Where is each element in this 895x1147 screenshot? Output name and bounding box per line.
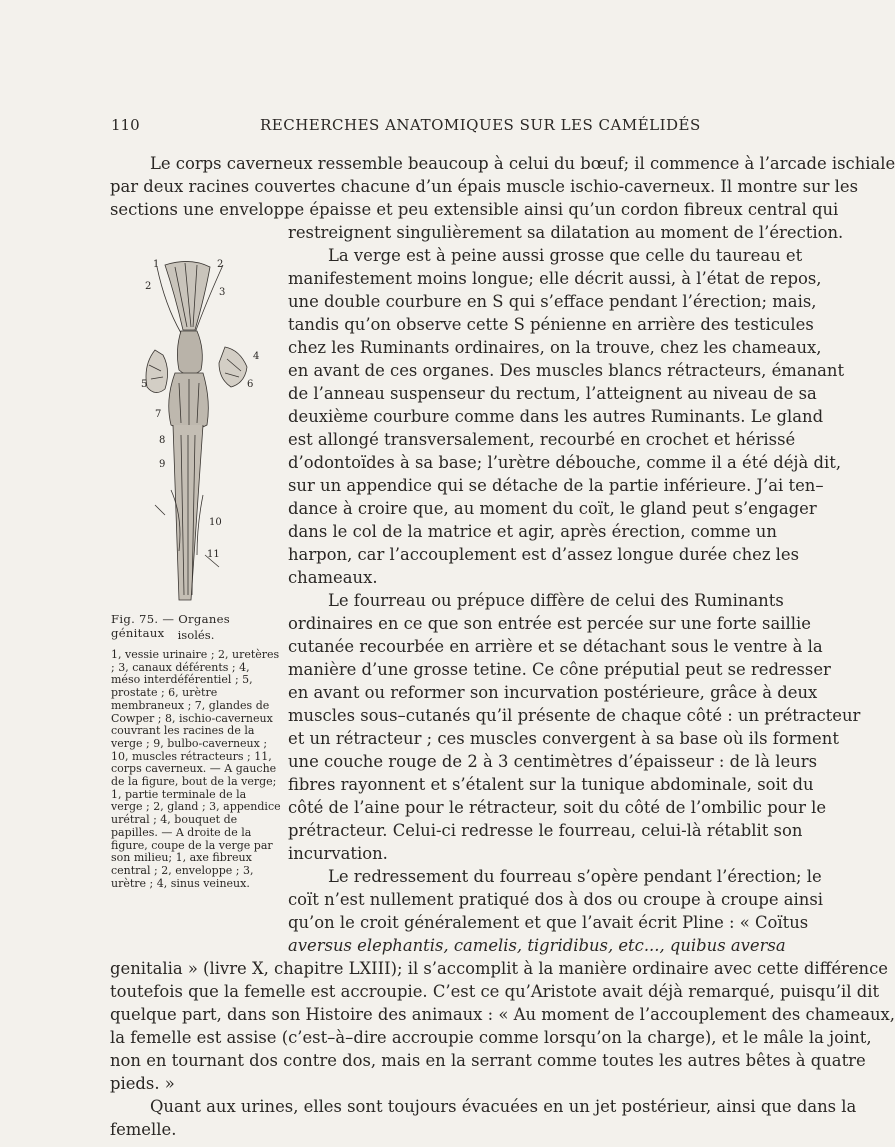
figure-label: 2: [145, 281, 152, 292]
text-line: deuxième courbure comme dans les autres Ruminants. Le gland: [288, 407, 824, 426]
text-line: tandis qu’on observe cette S pénienne en arrière des testicules: [288, 315, 814, 334]
text-line: manifestement moins longue; elle décrit aussi, à l’état de repos,: [288, 269, 822, 288]
text-line: harpon, car l’accouplement est d’assez longue durée chez les: [288, 545, 800, 564]
text-line: Quant aux urines, elles sont toujours évacuées en un jet postérieur, ainsi que dans la: [150, 1097, 857, 1116]
text-line: femelle.: [110, 1120, 177, 1139]
figure-label: 1: [153, 259, 160, 270]
figure-label: 8: [159, 435, 166, 446]
page-header: [111, 116, 711, 138]
text-line: cutanée recourbée en arrière et se détachant sous le ventre à la: [288, 637, 823, 656]
figure-label: 10: [209, 517, 222, 528]
figure-label: 9: [159, 459, 166, 470]
text-line: par deux racines couvertes chacune d’un épais muscle ischio-caverneux. Il montre sur les: [110, 177, 858, 196]
figure-label: 4: [253, 351, 260, 362]
text-line: dance à croire que, au moment du coït, le gland peut s’engager: [288, 499, 817, 518]
text-line: chez les Ruminants ordinaires, on la trouve, chez les chameaux,: [288, 338, 822, 357]
text-line: la femelle est assise (c’est–à–dire accroupie comme lorsqu’on la charge), et le mâle la joint,: [110, 1028, 872, 1047]
text-line: et un rétracteur ; ces muscles convergent à sa base où ils forment: [288, 729, 839, 748]
text-line: est allongé transversalement, recourbé en crochet et hérissé: [288, 430, 796, 449]
text-line: La verge est à peine aussi grosse que celle du taureau et: [328, 246, 803, 265]
figure-label: 5: [141, 379, 148, 390]
text-line: prétracteur. Celui-ci redresse le fourreau, celui-là rétablit son: [288, 821, 803, 840]
figure-label: 3: [219, 287, 226, 298]
text-line: Le fourreau ou prépuce diffère de celui des Ruminants: [328, 591, 784, 610]
text-line: dans le col de la matrice et agir, après érection, comme un: [288, 522, 777, 541]
text-line: chameaux.: [288, 568, 378, 587]
anatomical-figure: [135, 255, 290, 605]
text-line: Le corps caverneux ressemble beaucoup à celui du bœuf; il commence à l’arcade ischiale: [150, 154, 895, 173]
text-line: Le redressement du fourreau s’opère pendant l’érection; le: [328, 867, 822, 886]
running-title: RECHERCHES ANATOMIQUES SUR LES CAMÉLIDÉS: [260, 116, 701, 134]
text-line: ordinaires en ce que son entrée est percée sur une forte saillie: [288, 614, 811, 633]
figure-label: 6: [247, 379, 254, 390]
text-line: une double courbure en S qui s’efface pendant l’érection; mais,: [288, 292, 817, 311]
text-line: qu’on le croit généralement et que l’avait écrit Pline : « Coïtus: [288, 913, 809, 932]
figure-caption-title: Fig. 75. — Organes génitaux: [111, 612, 231, 640]
text-line: genitalia » (livre X, chapitre LXIII); il s’accomplit à la manière ordinaire avec cette différence: [110, 959, 888, 978]
text-line: sections une enveloppe épaisse et peu extensible ainsi qu’un cordon fibreux central qui: [110, 200, 839, 219]
text-line: toutefois que la femelle est accroupie. C’est ce qu’Aristote avait déjà remarqué, puisqu’il dit: [110, 982, 880, 1001]
text-line: côté de l’aine pour le rétracteur, soit du côté de l’ombilic pour le: [288, 798, 827, 817]
text-line: fibres rayonnent et s’étalent sur la tunique abdominale, soit du: [288, 775, 814, 794]
figure-caption-subtitle: isolés.: [177, 628, 215, 642]
figure-label: 11: [207, 549, 220, 560]
text-line: non en tournant dos contre dos, mais en la serrant comme toutes les autres bêtes à quatre: [110, 1051, 866, 1070]
text-line: en avant ou reformer son incurvation postérieure, grâce à deux: [288, 683, 818, 702]
page-number: 110: [111, 116, 140, 134]
text-line: muscles sous–cutanés qu’il présente de chaque côté : un prétracteur: [288, 706, 861, 725]
text-line: aversus elephantis, camelis, tigridibus, etc..., quibus aversa: [288, 936, 786, 955]
text-line: de l’anneau suspenseur du rectum, l’atteignent au niveau de sa: [288, 384, 817, 403]
text-line: restreignent singulièrement sa dilatation au moment de l’érection.: [288, 223, 844, 242]
figure-label: 7: [155, 409, 162, 420]
text-line: incurvation.: [288, 844, 388, 863]
text-line: pieds. »: [110, 1074, 175, 1093]
text-line: quelque part, dans son Histoire des animaux : « Au moment de l’accouplement des chameaux,: [110, 1005, 895, 1024]
figure-label: 2: [217, 259, 224, 270]
text-line: manière d’une grosse tetine. Ce cône préputial peut se redresser: [288, 660, 831, 679]
text-line: une couche rouge de 2 à 3 centimètres d’épaisseur : de là leurs: [288, 752, 817, 771]
text-line: coït n’est nullement pratiqué dos à dos ou croupe à croupe ainsi: [288, 890, 824, 909]
figure-caption-legend: 1, vessie urinaire ; 2, uretères ; 3, canaux déférents ; 4, méso interdéférentiel ; 5, prostate ; 6, urètre membraneux ; 7, glandes de Cowper ; 8, ischio-caverneux couvrant les racines de la verge ; 9, bulbo-caverneux ; 10, muscles rétracteurs ; 11, corps caverneux. — A gauche de la figure, bout de la verge; 1, partie terminale de la verge ; 2, gland ; 3, appendice urétral ; 4, bouquet de papilles. — A droite de la figure, coupe de la verge par son milieu; 1, axe fibreux central ; 2, enveloppe ; 3, urètre ; 4, sinus veineux.: [111, 648, 281, 890]
text-line: d’odontoïdes à sa base; l’urètre débouche, comme il a été déjà dit,: [288, 453, 842, 472]
text-line: sur un appendice qui se détache de la partie inférieure. J’ai ten–: [288, 476, 824, 495]
text-line: en avant de ces organes. Des muscles blancs rétracteurs, émanant: [288, 361, 845, 380]
